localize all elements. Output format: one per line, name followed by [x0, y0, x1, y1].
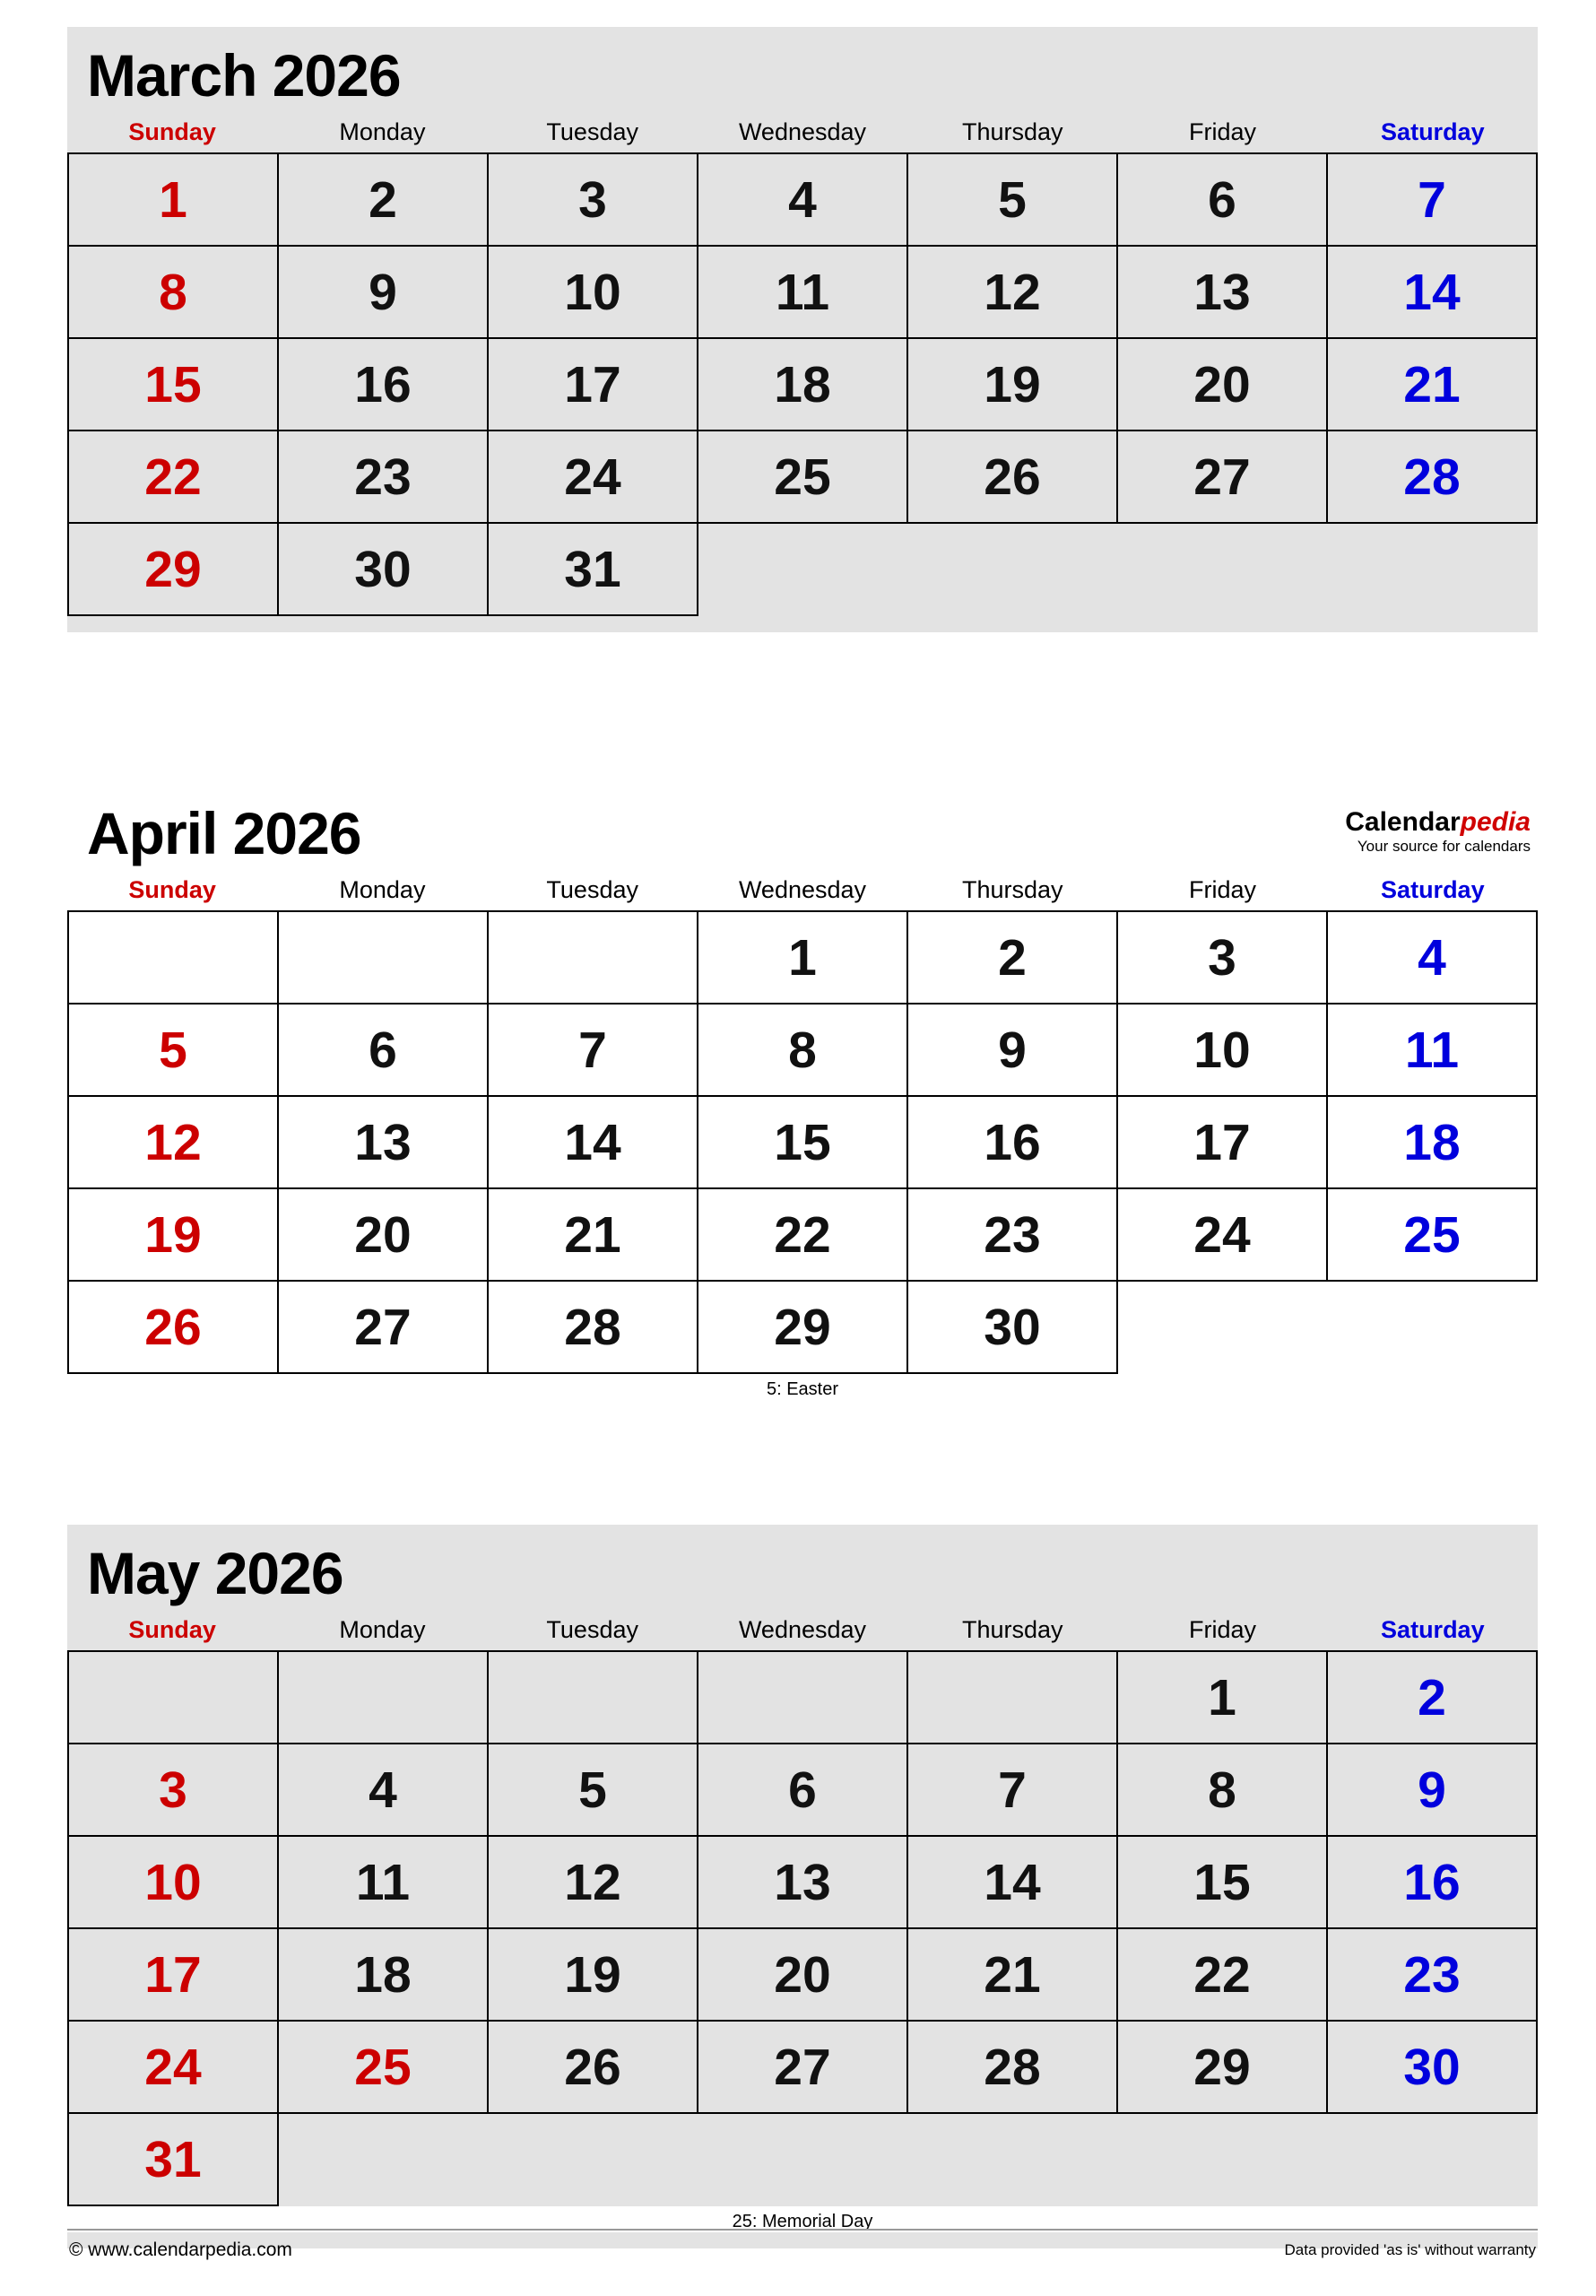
calendar-cell-empty — [907, 1651, 1117, 1744]
calendar-day-cell[interactable]: 4 — [1327, 911, 1537, 1004]
calendar-day-cell[interactable]: 14 — [488, 1096, 698, 1188]
calendar-day-cell[interactable]: 11 — [698, 246, 907, 338]
calendar-day-cell[interactable]: 21 — [488, 1188, 698, 1281]
calendar-week-row — [68, 1651, 1537, 1744]
calendar-day-cell[interactable]: 3 — [1117, 911, 1327, 1004]
calendar-day-cell[interactable]: 18 — [698, 338, 907, 430]
weekday-friday: Friday — [1189, 118, 1257, 145]
calendar-cell-empty — [907, 523, 1117, 615]
weekday-wednesday: Wednesday — [738, 876, 867, 903]
calendar-day-cell[interactable]: 24 — [68, 2021, 278, 2113]
calendar-day-cell[interactable]: 26 — [907, 430, 1117, 523]
calendar-day-cell[interactable]: 23 — [1327, 1928, 1537, 2021]
calendar-day-cell[interactable]: 7 — [1327, 153, 1537, 246]
calendar-day-cell[interactable]: 17 — [1117, 1096, 1327, 1188]
calendar-day-cell[interactable]: 13 — [278, 1096, 488, 1188]
calendar-week-row — [68, 246, 1537, 338]
calendar-day-cell[interactable]: 2 — [1327, 1651, 1537, 1744]
weekday-header-may — [67, 1616, 1538, 1650]
calendar-cell-empty — [698, 523, 907, 615]
weekday-sunday: Sunday — [128, 1616, 216, 1643]
calendar-day-cell[interactable]: 15 — [698, 1096, 907, 1188]
brand-name-second: pedia — [1460, 807, 1531, 837]
calendar-day-cell[interactable]: 28 — [907, 2021, 1117, 2113]
calendar-cell-empty — [1117, 2113, 1327, 2205]
calendar-cell-empty — [1117, 1281, 1327, 1373]
calendar-day-cell[interactable]: 14 — [907, 1836, 1117, 1928]
calendar-cell-empty — [698, 2113, 907, 2205]
calendar-day-cell[interactable]: 29 — [1117, 2021, 1327, 2113]
month-block-april — [67, 794, 1538, 1400]
weekday-tuesday: Tuesday — [546, 876, 638, 903]
brand-name — [1345, 808, 1531, 837]
weekday-wednesday: Wednesday — [738, 1616, 867, 1643]
calendar-body-march — [68, 153, 1537, 615]
calendar-day-cell[interactable]: 20 — [698, 1928, 907, 2021]
calendar-week-row — [68, 2113, 1537, 2205]
brand-tagline: Your source for calendars — [1357, 837, 1531, 855]
calendar-cell-empty — [488, 1651, 698, 1744]
calendar-day-cell[interactable]: 24 — [1117, 1188, 1327, 1281]
calendar-day-cell[interactable]: 20 — [278, 1188, 488, 1281]
weekday-thursday: Thursday — [961, 1616, 1063, 1643]
calendar-day-cell[interactable]: 5 — [907, 153, 1117, 246]
calendar-day-cell[interactable]: 30 — [278, 523, 488, 615]
calendar-day-cell[interactable]: 10 — [488, 246, 698, 338]
calendar-day-cell[interactable]: 10 — [1117, 1004, 1327, 1096]
calendar-day-cell[interactable]: 8 — [68, 246, 278, 338]
month-header-may — [67, 1534, 1538, 1616]
calendar-week-row — [68, 1188, 1537, 1281]
calendar-cell-empty — [278, 911, 488, 1004]
calendar-day-cell[interactable]: 20 — [1117, 338, 1327, 430]
weekday-header-april — [67, 876, 1538, 910]
calendar-day-cell[interactable]: 16 — [1327, 1836, 1537, 1928]
calendar-week-row — [68, 2021, 1537, 2113]
calendar-day-cell[interactable]: 31 — [68, 2113, 278, 2205]
calendar-day-cell[interactable]: 22 — [698, 1188, 907, 1281]
weekday-thursday: Thursday — [961, 118, 1063, 145]
weekday-saturday: Saturday — [1381, 118, 1485, 145]
calendar-day-cell[interactable]: 13 — [1117, 246, 1327, 338]
calendar-day-cell[interactable]: 31 — [488, 523, 698, 615]
calendar-day-cell[interactable]: 5 — [68, 1004, 278, 1096]
calendar-day-cell[interactable]: 22 — [1117, 1928, 1327, 2021]
calendar-day-cell[interactable]: 30 — [1327, 2021, 1537, 2113]
calendar-day-cell[interactable]: 11 — [1327, 1004, 1537, 1096]
calendar-week-row — [68, 430, 1537, 523]
brand-name-first: Calendar — [1345, 807, 1461, 837]
calendar-day-cell[interactable]: 8 — [1117, 1744, 1327, 1836]
calendar-day-cell[interactable]: 27 — [698, 2021, 907, 2113]
calendar-week-row — [68, 338, 1537, 430]
calendar-day-cell[interactable]: 17 — [68, 1928, 278, 2021]
calendar-day-cell[interactable]: 6 — [278, 1004, 488, 1096]
calendar-week-row — [68, 523, 1537, 615]
calendar-cell-empty — [907, 2113, 1117, 2205]
weekday-friday: Friday — [1189, 1616, 1257, 1643]
calendar-cell-empty — [698, 1651, 907, 1744]
calendar-day-cell[interactable]: 18 — [278, 1928, 488, 2021]
weekday-thursday: Thursday — [961, 876, 1063, 903]
calendar-day-cell[interactable]: 25 — [278, 2021, 488, 2113]
calendar-day-cell[interactable]: 27 — [278, 1281, 488, 1373]
calendar-day-cell[interactable]: 7 — [907, 1744, 1117, 1836]
calendar-day-cell[interactable]: 23 — [907, 1188, 1117, 1281]
weekday-monday: Monday — [339, 1616, 426, 1643]
calendar-day-cell[interactable]: 10 — [68, 1836, 278, 1928]
calendar-day-cell[interactable]: 12 — [907, 246, 1117, 338]
calendar-grid-april — [67, 910, 1538, 1374]
calendar-week-row — [68, 1744, 1537, 1836]
calendar-grid-may — [67, 1650, 1538, 2206]
calendar-day-cell[interactable]: 26 — [68, 1281, 278, 1373]
calendar-week-row — [68, 153, 1537, 246]
calendar-day-cell[interactable]: 5 — [488, 1744, 698, 1836]
weekday-monday: Monday — [339, 876, 426, 903]
calendar-week-row — [68, 1096, 1537, 1188]
calendar-day-cell[interactable]: 29 — [68, 523, 278, 615]
calendar-day-cell[interactable]: 28 — [1327, 430, 1537, 523]
month-title-may: May 2026 — [87, 1540, 343, 1606]
calendar-cell-empty — [68, 1651, 278, 1744]
calendar-cell-empty — [68, 911, 278, 1004]
month-header-april — [67, 794, 1538, 876]
calendar-day-cell[interactable]: 12 — [488, 1836, 698, 1928]
calendar-week-row — [68, 1836, 1537, 1928]
calendar-day-cell[interactable]: 9 — [278, 246, 488, 338]
calendar-day-cell[interactable]: 14 — [1327, 246, 1537, 338]
calendar-day-cell[interactable]: 22 — [68, 430, 278, 523]
month-title-march: March 2026 — [87, 42, 401, 109]
calendar-week-row — [68, 1004, 1537, 1096]
calendar-day-cell[interactable]: 4 — [698, 153, 907, 246]
calendar-day-cell[interactable]: 2 — [907, 911, 1117, 1004]
calendar-grid-march — [67, 152, 1538, 616]
weekday-wednesday: Wednesday — [738, 118, 867, 145]
month-block-may — [67, 1525, 1538, 2248]
calendar-day-cell[interactable]: 6 — [698, 1744, 907, 1836]
calendar-day-cell[interactable]: 6 — [1117, 153, 1327, 246]
calendar-cell-empty — [1327, 2113, 1537, 2205]
calendar-day-cell[interactable]: 3 — [68, 1744, 278, 1836]
calendar-day-cell[interactable]: 21 — [907, 1928, 1117, 2021]
holiday-note-april: 5: Easter — [766, 1379, 839, 1399]
calendar-day-cell[interactable]: 9 — [1327, 1744, 1537, 1836]
calendar-day-cell[interactable]: 26 — [488, 2021, 698, 2113]
weekday-sunday: Sunday — [128, 118, 216, 145]
calendar-day-cell[interactable]: 19 — [907, 338, 1117, 430]
calendar-day-cell[interactable]: 23 — [278, 430, 488, 523]
calendar-day-cell[interactable]: 1 — [698, 911, 907, 1004]
calendar-week-row — [68, 1928, 1537, 2021]
calendar-cell-empty — [278, 2113, 488, 2205]
calendar-day-cell[interactable]: 25 — [698, 430, 907, 523]
calendar-day-cell[interactable]: 30 — [907, 1281, 1117, 1373]
calendar-cell-empty — [278, 1651, 488, 1744]
calendar-day-cell[interactable]: 1 — [68, 153, 278, 246]
calendar-day-cell[interactable]: 24 — [488, 430, 698, 523]
footer-copyright: © www.calendarpedia.com — [69, 2239, 292, 2260]
calendar-day-cell[interactable]: 13 — [698, 1836, 907, 1928]
calendar-day-cell[interactable]: 16 — [278, 338, 488, 430]
calendar-cell-empty — [488, 911, 698, 1004]
calendar-day-cell[interactable]: 15 — [1117, 1836, 1327, 1928]
weekday-sunday: Sunday — [128, 876, 216, 903]
month-block-march — [67, 27, 1538, 632]
calendar-day-cell[interactable]: 19 — [488, 1928, 698, 2021]
weekday-monday: Monday — [339, 118, 426, 145]
month-title-april: April 2026 — [87, 800, 361, 866]
calendar-day-cell[interactable]: 9 — [907, 1004, 1117, 1096]
calendarpedia-logo — [1345, 808, 1531, 854]
calendar-day-cell[interactable]: 25 — [1327, 1188, 1537, 1281]
holiday-note-may: 25: Memorial Day — [67, 2206, 1538, 2232]
calendar-day-cell[interactable]: 19 — [68, 1188, 278, 1281]
weekday-header-march — [67, 118, 1538, 152]
calendar-day-cell[interactable]: 15 — [68, 338, 278, 430]
calendar-day-cell[interactable]: 17 — [488, 338, 698, 430]
calendar-week-row — [68, 1281, 1537, 1373]
calendar-day-cell[interactable]: 16 — [907, 1096, 1117, 1188]
weekday-saturday: Saturday — [1381, 876, 1485, 903]
calendar-day-cell[interactable]: 18 — [1327, 1096, 1537, 1188]
calendar-day-cell[interactable]: 8 — [698, 1004, 907, 1096]
calendar-day-cell[interactable]: 21 — [1327, 338, 1537, 430]
calendar-day-cell[interactable]: 2 — [278, 153, 488, 246]
weekday-tuesday: Tuesday — [546, 118, 638, 145]
calendar-day-cell[interactable]: 1 — [1117, 1651, 1327, 1744]
calendar-cell-empty — [1327, 1281, 1537, 1373]
calendar-day-cell[interactable]: 7 — [488, 1004, 698, 1096]
calendar-day-cell[interactable]: 12 — [68, 1096, 278, 1188]
weekday-friday: Friday — [1189, 876, 1257, 903]
calendar-cell-empty — [1117, 523, 1327, 615]
calendar-day-cell[interactable]: 11 — [278, 1836, 488, 1928]
calendar-day-cell[interactable]: 27 — [1117, 430, 1327, 523]
weekday-saturday: Saturday — [1381, 1616, 1485, 1643]
calendar-body-april — [68, 911, 1537, 1373]
month-header-march — [67, 36, 1538, 118]
calendar-week-row — [68, 911, 1537, 1004]
calendar-day-cell[interactable]: 4 — [278, 1744, 488, 1836]
calendar-day-cell[interactable]: 29 — [698, 1281, 907, 1373]
calendar-day-cell[interactable]: 3 — [488, 153, 698, 246]
calendar-cell-empty — [1327, 523, 1537, 615]
page-footer — [67, 2229, 1538, 2274]
footer-disclaimer: Data provided 'as is' without warranty — [1284, 2241, 1536, 2258]
calendar-body-may — [68, 1651, 1537, 2205]
calendar-day-cell[interactable]: 28 — [488, 1281, 698, 1373]
weekday-tuesday: Tuesday — [546, 1616, 638, 1643]
calendar-cell-empty — [488, 2113, 698, 2205]
